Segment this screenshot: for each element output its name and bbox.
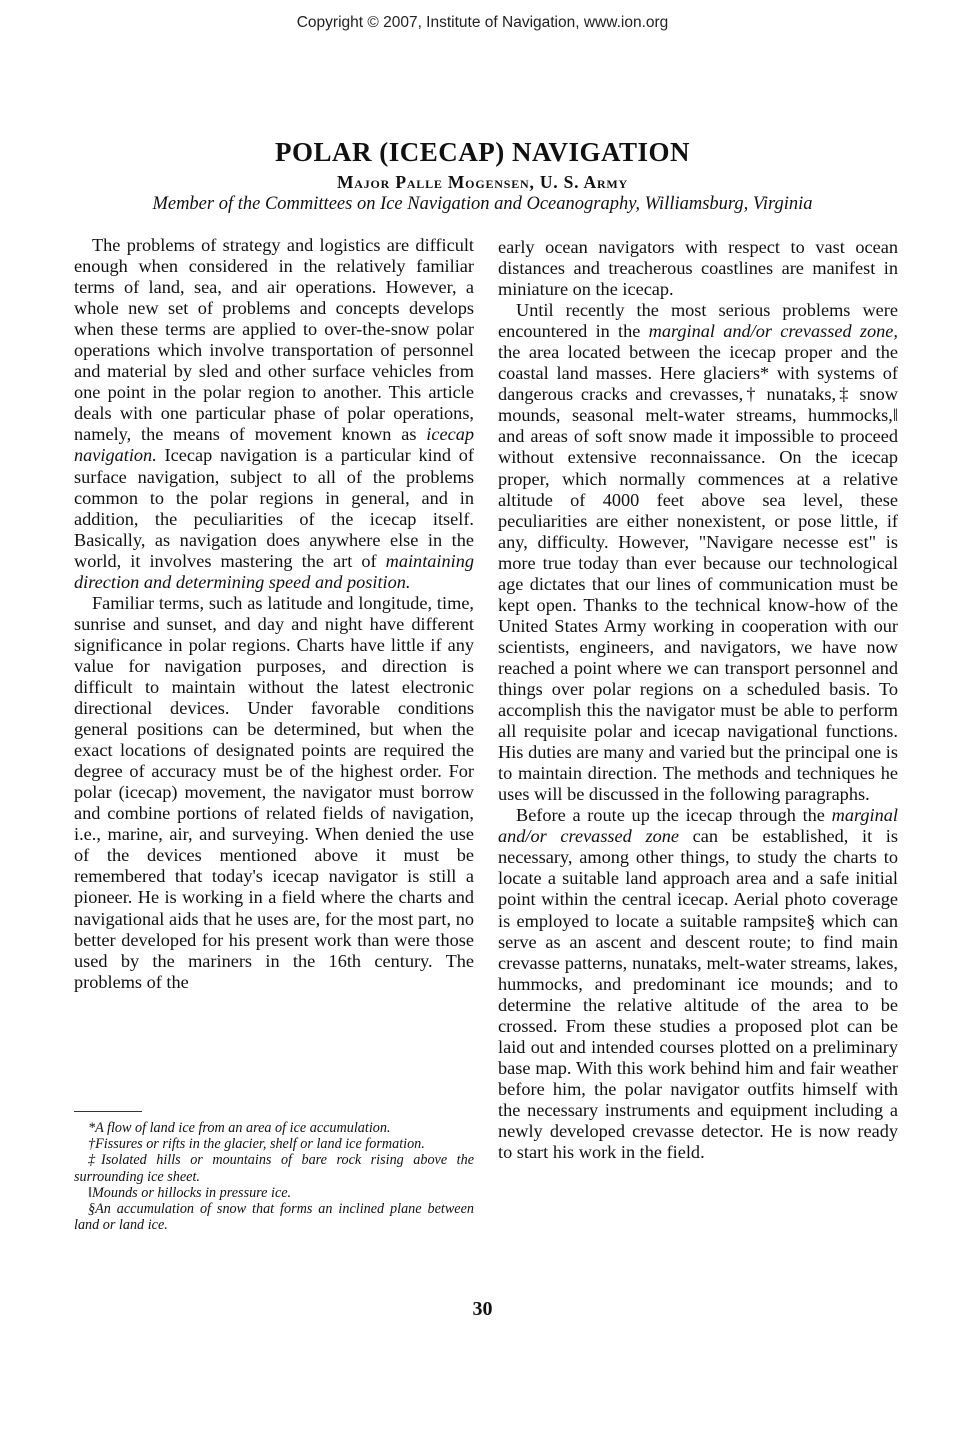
footnote: *A flow of land ice from an area of ice accumulation.: [88, 1120, 391, 1136]
paragraph: Before a route up the icecap through the marginal and/or crevassed zone can be established, it is necessary, among other things, to study the charts to locate a suitable land approach area and a safe initial point within the central icecap. Aerial photo coverage is employed to locate a suitable rampsite§ which can serve as an ascent and descent route; to find main crevasse patterns, nunataks, melt-water streams, lakes, hummocks, and predominant ice mounds; and to determine the relative altitude of the area to be crossed. From these studies a proposed plot can be laid out and intended courses plotted on a preliminary base map. With this work behind him and fair weather before him, the polar navigator outfits himself with the necessary instruments and equipment including a newly developed crevasse detector. He is now ready to start his work in the field.: [498, 805, 898, 1163]
paragraph: Until recently the most serious problems were encountered in the marginal and/or crevassed zone, the area located between the icecap proper and the coastal land masses. Here glaciers* with systems of dangerous cracks and crevasses,† nunataks,‡ snow mounds, seasonal melt-water streams, hummocks,‖ and areas of soft snow made it impossible to proceed without extensive reconnaissance. On the icecap proper, which normally commences at a relative altitude of 4000 feet above sea level, these peculiarities are either nonexistent, or pose little, if any, difficulty. However, "Navigare necesse est" is more true today than ever because our technological age dictates that our lines of communication must be kept open. Thanks to the technical know-how of the United States Army working in cooperation with our scientists, engineers, and navigators, we have now reached a point where we can transport personnel and things over polar regions on a scheduled basis. To accomplish this the navigator must be able to perform all requisite polar and icecap navigational functions. His duties are many and varied but the principal one is to maintain direction. The methods and techniques he uses will be discussed in the following paragraphs.: [498, 300, 898, 805]
left-column: [74, 235, 474, 993]
footnote: ‡Isolated hills or mountains of bare rock rising above the surrounding ice sheet.: [74, 1152, 474, 1185]
footnote: ‖Mounds or hillocks in pressure ice.: [88, 1184, 292, 1201]
article-title: POLAR (ICECAP) NAVIGATION: [274, 137, 691, 167]
page-number: 30: [472, 1298, 493, 1320]
paragraph: Familiar terms, such as latitude and longitude, time, sunrise and sunset, and day and night have different significance in polar regions. Charts have little if any value for navigation purposes, and direction is difficult to maintain without the latest electronic directional devices. Under favorable conditions general positions can be determined, but when the exact locations of designated points are required the degree of accuracy must be of the highest order. For polar (icecap) movement, the navigator must borrow and combine portions of related fields of navigation, i.e., marine, air, and surveying. When denied the use of the devices mentioned above it must be remembered that today's icecap navigator is still a pioneer. He is working in a field where the charts and navigational aids that he uses are, for the most part, no better developed for his present work than were those used by the mariners in the 16th century. The problems of the: [74, 592, 474, 992]
right-column: [498, 237, 898, 1163]
footnote: †Fissures or rifts in the glacier, shelf or land ice formation.: [88, 1136, 425, 1153]
article-author: Major Palle Mogensen, U. S. Army: [336, 172, 629, 192]
footnote-divider: [74, 1111, 142, 1112]
paragraph: early ocean navigators with respect to vast ocean distances and treacherous coastlines are manifest in miniature on the icecap.: [498, 237, 898, 300]
footnote: §An accumulation of snow that forms an inclined plane between land or land ice.: [74, 1201, 474, 1234]
copyright-notice: Copyright © 2007, Institute of Navigation, www.ion.org: [296, 14, 669, 31]
footnotes: [74, 1120, 474, 1233]
paragraph: The problems of strategy and logistics are difficult enough when considered in the relatively familiar terms of land, sea, and air operations. However, a whole new set of problems and concepts develops when these terms are applied to over-the-snow polar operations which involve transportation of personnel and material by sled and other surface vehicles from one point in the polar region to another. This article deals with one particular phase of polar operations, namely, the means of movement known as icecap navigation. Icecap navigation is a particular kind of surface navigation, subject to all of the problems common to the polar regions in general, and in addition, the peculiarities of the icecap itself. Basically, as navigation does anywhere else in the world, it involves mastering the art of maintaining direction and determining speed and position.: [74, 235, 474, 592]
author-affiliation: Member of the Committees on Ice Navigation and Oceanography, Williamsburg, Virginia: [152, 194, 813, 214]
